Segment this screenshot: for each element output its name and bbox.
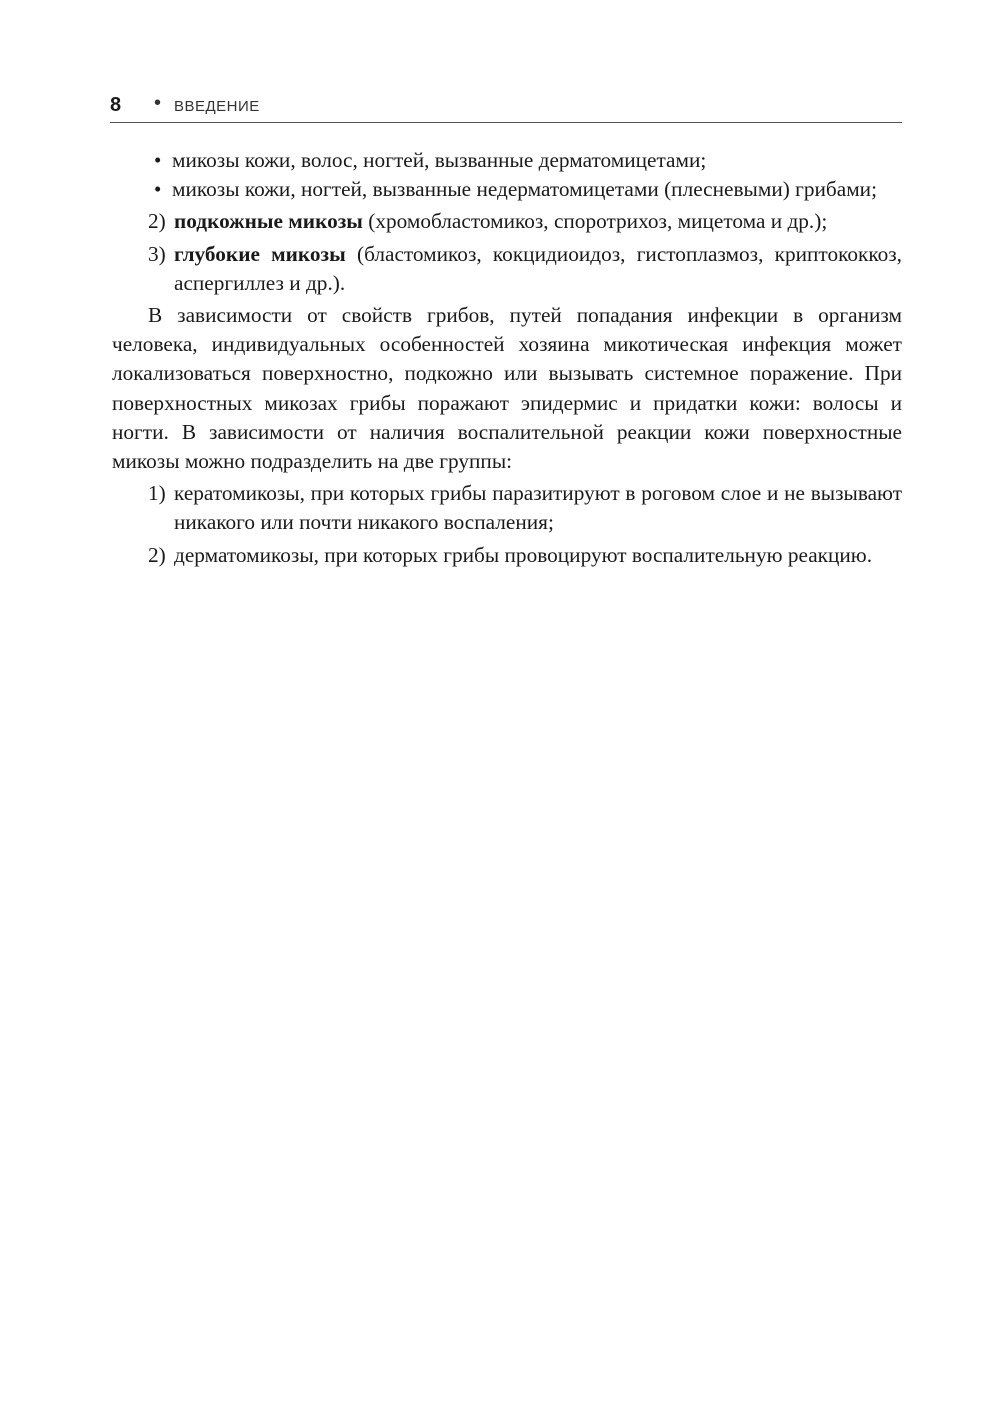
list-item-text: микозы кожи, ногтей, вызванные недерматомицетами (плесневыми) грибами;: [172, 177, 877, 202]
header-separator: •: [154, 92, 162, 114]
running-head: [110, 92, 902, 123]
list-item-text: (бластомикоз, кокцидиоидоз, гистоплазмоз, криптококкоз, аспергиллез и др.).: [174, 241, 902, 295]
list-item: [112, 541, 902, 570]
list-item-text: микозы кожи, волос, ногтей, вызванные дерматомицетами;: [172, 148, 707, 172]
list-item-text: кератомикозы, при которых грибы паразитируют в роговом слое и не вызывают никакого или почти никакого воспаления;: [174, 481, 902, 535]
number-marker: 1): [148, 481, 166, 506]
list-item: [112, 146, 902, 175]
list-item: [112, 240, 902, 298]
list-item: [112, 207, 902, 236]
list-item: [112, 479, 902, 537]
number-marker: 2): [148, 209, 166, 234]
list-item-term: подкожные микозы: [174, 209, 363, 234]
bullet-marker: •: [154, 177, 162, 202]
list-item: [112, 175, 902, 204]
page-number: 8: [110, 94, 122, 116]
number-marker: 3): [148, 241, 166, 266]
list-item-term: глубокие микозы: [174, 241, 346, 266]
page-body: [112, 146, 902, 570]
number-marker: 2): [148, 542, 166, 567]
section-title: ВВЕДЕНИЕ: [174, 98, 260, 115]
list-item-text: (хромобластомикоз, споротрихоз, мицетома и др.);: [362, 209, 828, 234]
bullet-marker: •: [154, 148, 162, 172]
body-paragraph: В зависимости от свойств грибов, путей попадания инфекции в организм человека, индивидуальных особенностей хозяина микотическая инфекция может локализоваться поверхностно, подкожно или вызывать системное поражение. При поверхностных микозах грибы поражают эпидермис и придатки кожи: волосы и ногти. В зависимости от наличия воспалительной реакции кожи поверхностные микозы можно подразделить на две группы:: [112, 303, 902, 474]
list-item-text: дерматомикозы, при которых грибы провоцируют воспалительную реакцию.: [174, 542, 873, 567]
